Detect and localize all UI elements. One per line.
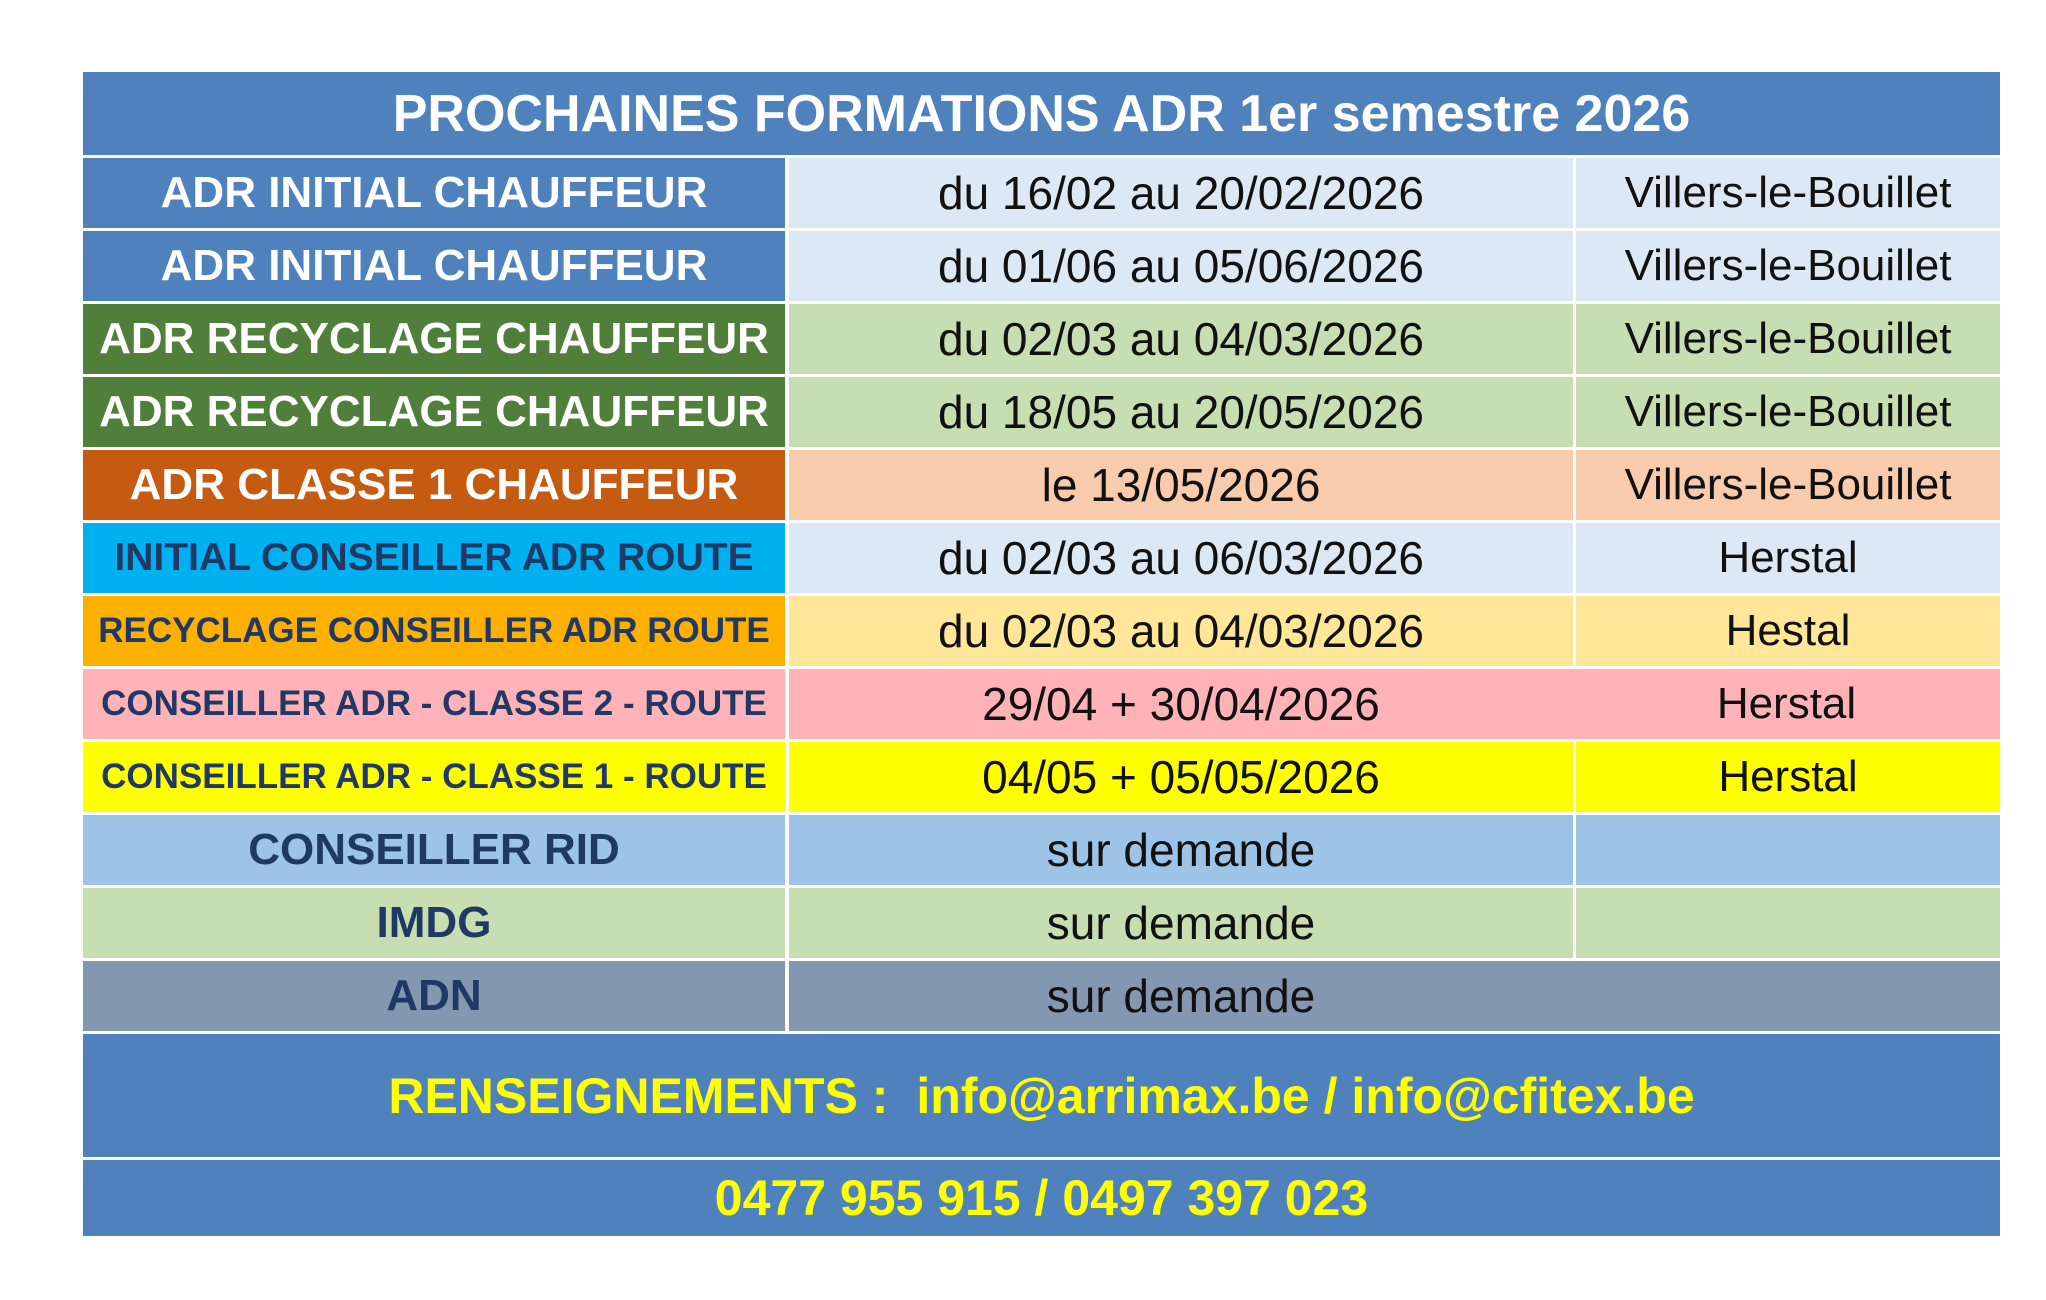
course-date: sur demande xyxy=(1046,897,1316,949)
table-row xyxy=(83,888,2000,961)
schedule-title: PROCHAINES FORMATIONS ADR 1er semestre 2026 xyxy=(83,72,2000,158)
course-name: CONSEILLER RID xyxy=(83,815,789,885)
course-date: du 18/05 au 20/05/2026 xyxy=(937,386,1424,438)
course-name: ADN xyxy=(83,961,789,1031)
table-row xyxy=(83,742,2000,815)
course-location xyxy=(1573,888,2000,958)
table-row xyxy=(83,669,2000,742)
course-name: CONSEILLER ADR - CLASSE 2 - ROUTE xyxy=(83,669,789,739)
course-name: ADR RECYCLAGE CHAUFFEUR xyxy=(83,377,789,447)
course-location: Villers-le-Bouillet xyxy=(1573,450,2000,520)
contact-emails: info@arrimax.be / info@cfitex.be xyxy=(916,1067,1695,1124)
course-location xyxy=(1573,961,2000,1031)
course-name: ADR CLASSE 1 CHAUFFEUR xyxy=(83,450,789,520)
course-location: Villers-le-Bouillet xyxy=(1573,377,2000,447)
table-row xyxy=(83,377,2000,450)
table-row xyxy=(83,596,2000,669)
course-location xyxy=(1573,815,2000,885)
course-location: Villers-le-Bouillet xyxy=(1573,304,2000,374)
course-date: le 13/05/2026 xyxy=(1041,459,1321,511)
course-location: Herstal xyxy=(1573,523,2000,593)
course-name: ADR RECYCLAGE CHAUFFEUR xyxy=(83,304,789,374)
contact-label: RENSEIGNEMENTS : xyxy=(388,1067,889,1124)
table-row xyxy=(83,523,2000,596)
course-date: du 02/03 au 04/03/2026 xyxy=(937,313,1424,365)
course-location: Villers-le-Bouillet xyxy=(1573,158,2000,228)
course-date: sur demande xyxy=(1046,824,1316,876)
course-location: Hestal xyxy=(1573,596,2000,666)
table-row xyxy=(83,158,2000,231)
course-name: RECYCLAGE CONSEILLER ADR ROUTE xyxy=(83,596,789,666)
training-schedule-table xyxy=(83,72,2000,1236)
course-date: du 01/06 au 05/06/2026 xyxy=(937,240,1424,292)
course-date: sur demande xyxy=(1046,970,1316,1022)
course-date: 29/04 + 30/04/2026 xyxy=(982,678,1380,730)
course-name: CONSEILLER ADR - CLASSE 1 - ROUTE xyxy=(83,742,789,812)
table-row xyxy=(83,231,2000,304)
table-row xyxy=(83,304,2000,377)
course-name: ADR INITIAL CHAUFFEUR xyxy=(83,231,789,301)
course-date: du 02/03 au 06/03/2026 xyxy=(937,532,1424,584)
table-row xyxy=(83,815,2000,888)
schedule-rows xyxy=(83,158,2000,1034)
course-name: ADR INITIAL CHAUFFEUR xyxy=(83,158,789,228)
course-location: Herstal xyxy=(1573,742,2000,812)
course-location: Villers-le-Bouillet xyxy=(1573,231,2000,301)
contact-info-bar xyxy=(83,1034,2000,1160)
course-date: du 16/02 au 20/02/2026 xyxy=(937,167,1424,219)
table-row xyxy=(83,961,2000,1034)
course-name: IMDG xyxy=(83,888,789,958)
course-location: Herstal xyxy=(1716,679,1857,728)
course-date: 04/05 + 05/05/2026 xyxy=(982,751,1380,803)
course-name: INITIAL CONSEILLER ADR ROUTE xyxy=(83,523,789,593)
course-date: du 02/03 au 04/03/2026 xyxy=(937,605,1424,657)
contact-phones: 0477 955 915 / 0497 397 023 xyxy=(83,1160,2000,1236)
table-row xyxy=(83,450,2000,523)
